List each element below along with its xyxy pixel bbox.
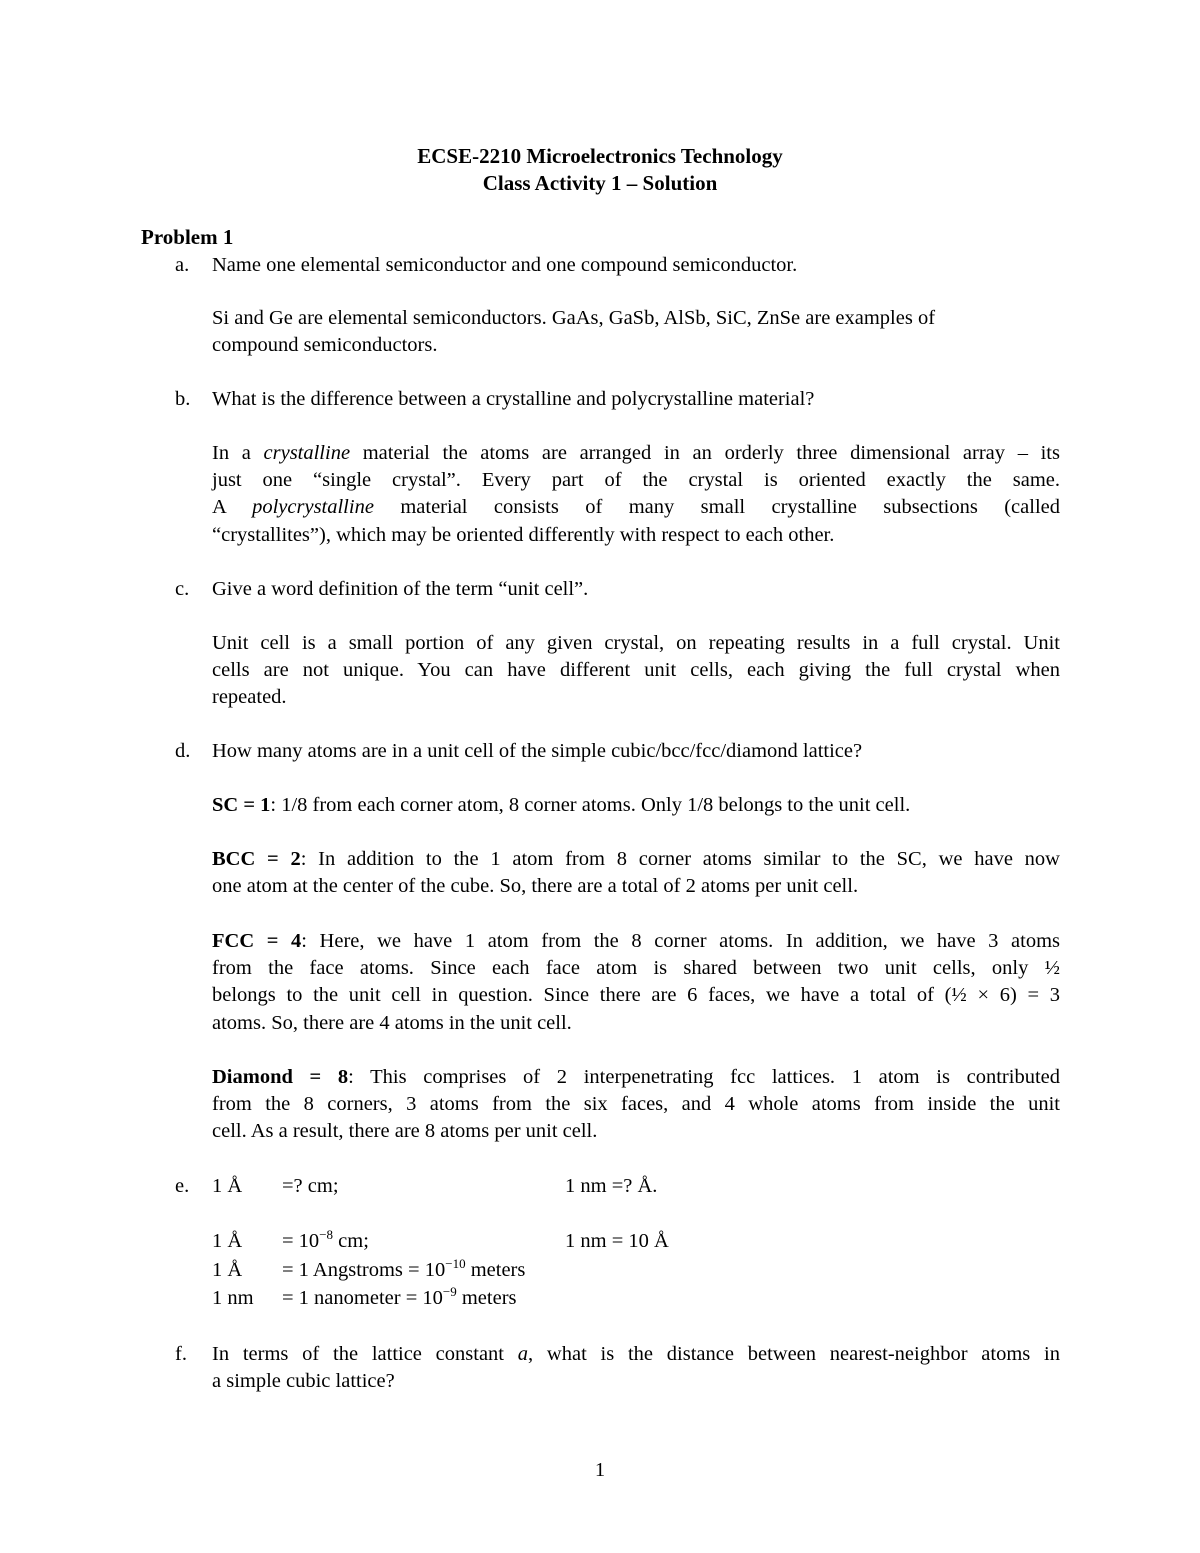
answer-line: one atom at the center of the cube. So, there are a total of 2 atoms per unit cell. <box>212 875 859 898</box>
answer-bcc <box>212 846 1060 900</box>
answer-line: cells are not unique. You can have different unit cells, each giving the full crystal when <box>212 659 1060 682</box>
term-polycrystalline: polycrystalline <box>252 496 374 519</box>
question-text: How many atoms are in a unit cell of the simple cubic/bcc/fcc/diamond lattice? <box>212 740 863 762</box>
answer-line: FCC = 4: Here, we have 1 atom from the 8 corner atoms. In addition, we have 3 atoms <box>212 930 1060 952</box>
answer-diamond <box>212 1064 1060 1146</box>
question-text: Give a word definition of the term “unit cell”. <box>212 578 589 600</box>
answer-fcc <box>212 928 1060 1037</box>
answer-a <box>212 305 1060 359</box>
answer-b <box>212 440 1060 549</box>
answer-line: SC = 1: 1/8 from each corner atom, 8 corner atoms. Only 1/8 belongs to the unit cell. <box>212 794 911 816</box>
page-number: 1 <box>594 1459 606 1481</box>
question-line: In terms of the lattice constant a, what is the distance between nearest-neighbor atoms in <box>212 1343 1060 1365</box>
question-marker: a. <box>175 254 190 276</box>
answer-line: atoms. So, there are 4 atoms in the unit cell. <box>212 1011 572 1034</box>
document-title: ECSE-2210 Microelectronics Technology <box>417 144 783 168</box>
fcc-label: FCC = 4 <box>212 930 302 952</box>
answer-c <box>212 630 1060 712</box>
answer-line: “crystallites”), which may be oriented differently with respect to each other. <box>212 523 835 546</box>
problem-heading: Problem 1 <box>141 225 234 249</box>
question-marker: c. <box>175 578 190 600</box>
answer-line: repeated. <box>212 686 287 709</box>
document-subtitle: Class Activity 1 – Solution <box>482 171 718 195</box>
question-marker: d. <box>175 740 191 762</box>
bcc-label: BCC = 2 <box>212 848 301 870</box>
answer-line: In a crystalline material the atoms are arranged in an orderly three dimensional array – its <box>212 442 1060 464</box>
lattice-constant-symbol: a <box>517 1343 529 1365</box>
term-crystalline: crystalline <box>263 442 351 464</box>
answer-line: Si and Ge are elemental semiconductors. GaAs, GaSb, AlSb, SiC, ZnSe are examples of <box>212 307 936 329</box>
question-line: a simple cubic lattice? <box>212 1370 395 1393</box>
document-page: ECSE-2210 Microelectronics Technology Class Activity 1 – Solution Problem 1 a. Name one elemental semiconductor and one compound semiconductor. Si and Ge are elemental semiconductors. GaAs, GaSb, AlSb, SiC, ZnSe are examples of compound semiconductors. b. What is the difference between a crystalline and polycrystalline material? In a crystalline material the atoms are arranged in an orderly three dimensional array – its just one “single crystal”. Every part of the crystal is oriented exactly the same. A polycrystalline material consists of many small crystalline subsections (called “crystallites”), which may be oriented differently with respect to each other. c. Give a word definition of the term “unit cell”. Unit cell is a small portion of any given crystal, on repeating results in a full crystal. Unit cells are not unique. You can have different unit cells, each giving the full crystal when repeated. d. How many atoms are in a unit cell of the simple cubic/bcc/fcc/diamond lattice? SC = 1: 1/8 from each corner atom, 8 corner atoms. Only 1/8 belongs to the unit cell. BCC = 2: In addition to the 1 atom from 8 corner atoms similar to the SC, we have now one atom at the center of the cube. So, there are a total of 2 atoms per unit cell. FCC = 4: Here, we have 1 atom from the 8 corner atoms. In addition, we have 3 atoms from the face atoms. Since each face atom is shared between two unit cells, only ½ belongs to the unit cell in question. Since there are 6 faces, we have a total of (½ × 6) = 3 atoms. So, there are 4 atoms in the unit cell. Diamond = 8: This comprises of 2 interpenetrating fcc lattices. 1 atom is contributed from the 8 corners, 3 atoms from the six faces, and 4 whole atoms from inside the unit cell. As a result, there are 8 atoms per unit cell. e. 1 Å =? cm; 1 nm =? Å. 1 Å = $10^{-8}$ cm; 1 nm = 10 Å 1 Å = 1 Angstroms = $10^{-10}$ meters 1 nm = 1 nanometer = $10^{-9}$ meters f. In terms of the lattice constant a, what is the distance between nearest-neighbor atoms in a simple cubic lattice? 1 <box>0 0 1200 1553</box>
question-f-text <box>212 1341 1060 1395</box>
question-text: What is the difference between a crystalline and polycrystalline material? <box>212 388 815 410</box>
answer-line: from the face atoms. Since each face atom is shared between two unit cells, only ½ <box>212 957 1060 980</box>
answer-sc <box>212 792 1060 819</box>
answer-line: compound semiconductors. <box>212 334 438 357</box>
answer-line: from the 8 corners, 3 atoms from the six faces, and 4 whole atoms from inside the unit <box>212 1093 1060 1116</box>
answer-line: A polycrystalline material consists of many small crystalline subsections (called <box>212 496 1060 519</box>
answer-line: Unit cell is a small portion of any given crystal, on repeating results in a full crystal. Unit <box>212 632 1060 654</box>
answer-line: belongs to the unit cell in question. Since there are 6 faces, we have a total of (½ × 6) = 3 <box>212 984 1060 1007</box>
sc-label: SC = 1 <box>212 794 271 816</box>
answer-line: Diamond = 8: This comprises of 2 interpenetrating fcc lattices. 1 atom is contributed <box>212 1066 1060 1088</box>
question-marker: b. <box>175 388 191 410</box>
conversion-question-right: 1 nm =? Å. <box>565 1175 658 1197</box>
conversion-row-right: 1 nm = 10 Å <box>565 1230 669 1252</box>
answer-line: just one “single crystal”. Every part of the crystal is oriented exactly the same. <box>212 469 1060 492</box>
answer-line: cell. As a result, there are 8 atoms per unit cell. <box>212 1120 598 1143</box>
question-marker: f. <box>175 1343 187 1365</box>
question-text: Name one elemental semiconductor and one compound semiconductor. <box>212 254 798 276</box>
answer-line: BCC = 2: In addition to the 1 atom from 8 corner atoms similar to the SC, we have now <box>212 848 1060 870</box>
diamond-label: Diamond = 8 <box>212 1066 349 1088</box>
question-marker: e. <box>175 1175 190 1197</box>
